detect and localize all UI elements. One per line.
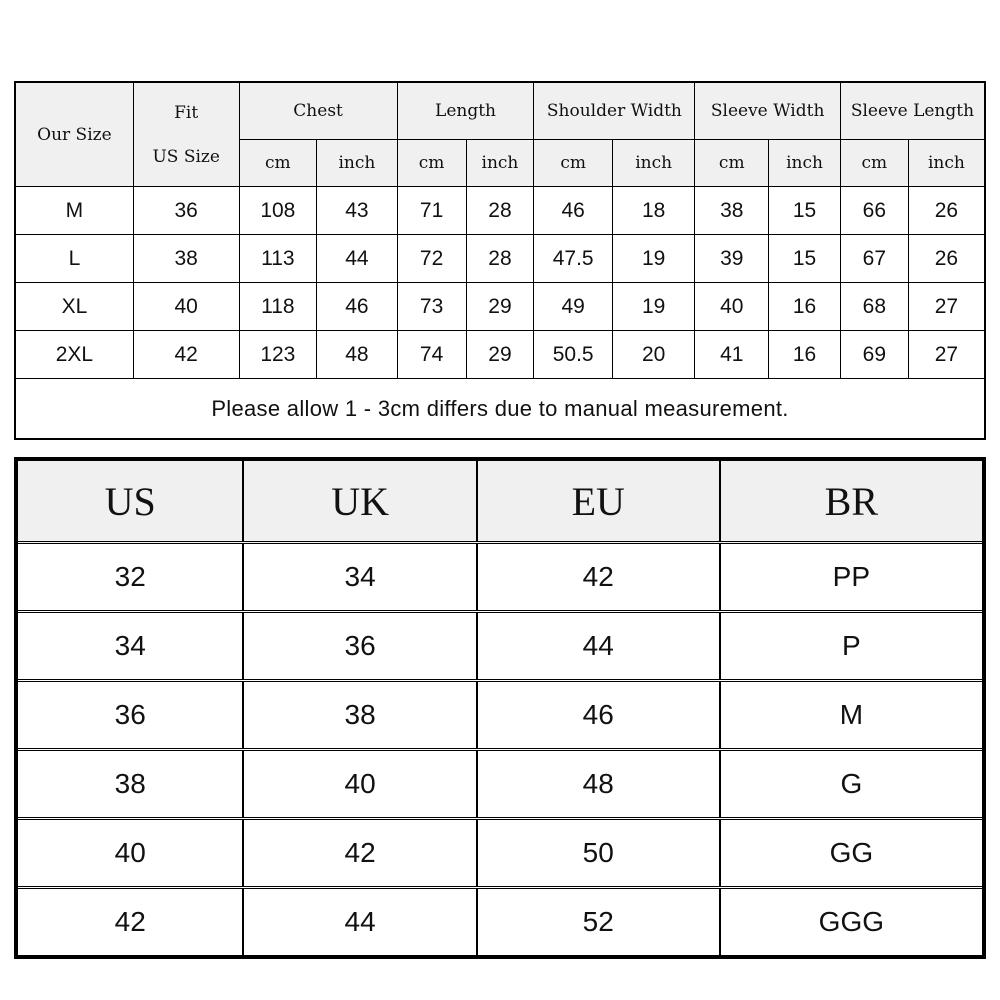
unit-cm: cm	[397, 140, 466, 187]
uk-cell: 42	[243, 819, 476, 888]
measurement-cell: 15	[769, 235, 841, 283]
measurement-cell: 19	[612, 235, 694, 283]
uk-cell: 40	[243, 750, 476, 819]
br-cell: G	[720, 750, 984, 819]
measurement-cell: 38	[695, 187, 769, 235]
size-cell: M	[15, 187, 133, 235]
unit-inch: inch	[769, 140, 841, 187]
measurement-cell: 48	[317, 331, 398, 379]
us-size-cell: 42	[133, 331, 239, 379]
eu-cell: 46	[477, 681, 720, 750]
unit-cm: cm	[840, 140, 908, 187]
measurement-cell: 50.5	[534, 331, 613, 379]
unit-inch: inch	[466, 140, 534, 187]
measurement-cell: 47.5	[534, 235, 613, 283]
us-size-cell: 38	[133, 235, 239, 283]
measurement-cell: 19	[612, 283, 694, 331]
header-fit-label: Fit	[174, 102, 199, 123]
size-cell: XL	[15, 283, 133, 331]
measurement-cell: 15	[769, 187, 841, 235]
header-length: Length	[397, 82, 534, 140]
measurement-cell: 108	[239, 187, 317, 235]
measurement-cell: 39	[695, 235, 769, 283]
br-cell: M	[720, 681, 984, 750]
header-chest: Chest	[239, 82, 397, 140]
uk-cell: 34	[243, 543, 476, 612]
table-row-m	[15, 187, 985, 235]
header-br: BR	[720, 459, 984, 543]
measurement-cell: 74	[397, 331, 466, 379]
us-size-cell: 40	[133, 283, 239, 331]
br-cell: P	[720, 612, 984, 681]
measurement-cell: 44	[317, 235, 398, 283]
measurement-cell: 49	[534, 283, 613, 331]
measurement-cell: 68	[840, 283, 908, 331]
unit-cm: cm	[695, 140, 769, 187]
header-us: US	[16, 459, 243, 543]
conversion-row	[16, 750, 984, 819]
conversion-row	[16, 819, 984, 888]
conversion-header-row	[16, 459, 984, 543]
uk-cell: 44	[243, 888, 476, 958]
eu-cell: 48	[477, 750, 720, 819]
table-row-l	[15, 235, 985, 283]
measurement-cell: 20	[612, 331, 694, 379]
br-cell: GGG	[720, 888, 984, 958]
size-chart-page	[14, 81, 986, 959]
us-cell: 40	[16, 819, 243, 888]
conversion-row	[16, 888, 984, 958]
measurement-cell: 43	[317, 187, 398, 235]
conversion-row	[16, 543, 984, 612]
note-row	[15, 379, 985, 440]
size-cell: 2XL	[15, 331, 133, 379]
uk-cell: 38	[243, 681, 476, 750]
size-conversion-table	[14, 457, 986, 959]
measurement-cell: 72	[397, 235, 466, 283]
measurement-cell: 41	[695, 331, 769, 379]
us-cell: 42	[16, 888, 243, 958]
header-row-groups	[15, 82, 985, 140]
unit-inch: inch	[612, 140, 694, 187]
measurement-cell: 29	[466, 283, 534, 331]
table-row-xl	[15, 283, 985, 331]
us-size-cell: 36	[133, 187, 239, 235]
unit-inch: inch	[317, 140, 398, 187]
measurement-cell: 71	[397, 187, 466, 235]
eu-cell: 52	[477, 888, 720, 958]
measurement-cell: 26	[908, 187, 985, 235]
measurement-cell: 28	[466, 235, 534, 283]
measurement-cell: 27	[908, 283, 985, 331]
header-sleeve-width: Sleeve Width	[695, 82, 840, 140]
measurement-cell: 46	[317, 283, 398, 331]
measurement-note: Please allow 1 - 3cm differs due to manual measurement.	[15, 379, 985, 440]
measurement-cell: 46	[534, 187, 613, 235]
unit-inch: inch	[908, 140, 985, 187]
unit-cm: cm	[534, 140, 613, 187]
measurement-cell: 123	[239, 331, 317, 379]
measurement-cell: 118	[239, 283, 317, 331]
measurement-cell: 73	[397, 283, 466, 331]
br-cell: PP	[720, 543, 984, 612]
measurement-cell: 16	[769, 331, 841, 379]
header-us-size-label: US Size	[152, 146, 220, 167]
measurement-cell: 29	[466, 331, 534, 379]
measurement-cell: 69	[840, 331, 908, 379]
uk-cell: 36	[243, 612, 476, 681]
eu-cell: 42	[477, 543, 720, 612]
us-cell: 34	[16, 612, 243, 681]
header-uk: UK	[243, 459, 476, 543]
measurement-cell: 66	[840, 187, 908, 235]
eu-cell: 44	[477, 612, 720, 681]
conversion-row	[16, 612, 984, 681]
us-cell: 36	[16, 681, 243, 750]
unit-cm: cm	[239, 140, 317, 187]
measurement-cell: 18	[612, 187, 694, 235]
size-cell: L	[15, 235, 133, 283]
us-cell: 32	[16, 543, 243, 612]
measurement-cell: 40	[695, 283, 769, 331]
header-our-size: Our Size	[15, 82, 133, 187]
measurement-cell: 67	[840, 235, 908, 283]
measurement-cell: 27	[908, 331, 985, 379]
header-fit-us-size	[133, 82, 239, 187]
conversion-row	[16, 681, 984, 750]
header-sleeve-length: Sleeve Length	[840, 82, 985, 140]
measurement-cell: 113	[239, 235, 317, 283]
header-shoulder-width: Shoulder Width	[534, 82, 695, 140]
measurement-cell: 16	[769, 283, 841, 331]
table-row-2xl	[15, 331, 985, 379]
measurement-cell: 26	[908, 235, 985, 283]
header-eu: EU	[477, 459, 720, 543]
measurement-cell: 28	[466, 187, 534, 235]
measurement-size-table	[14, 81, 986, 440]
br-cell: GG	[720, 819, 984, 888]
us-cell: 38	[16, 750, 243, 819]
eu-cell: 50	[477, 819, 720, 888]
